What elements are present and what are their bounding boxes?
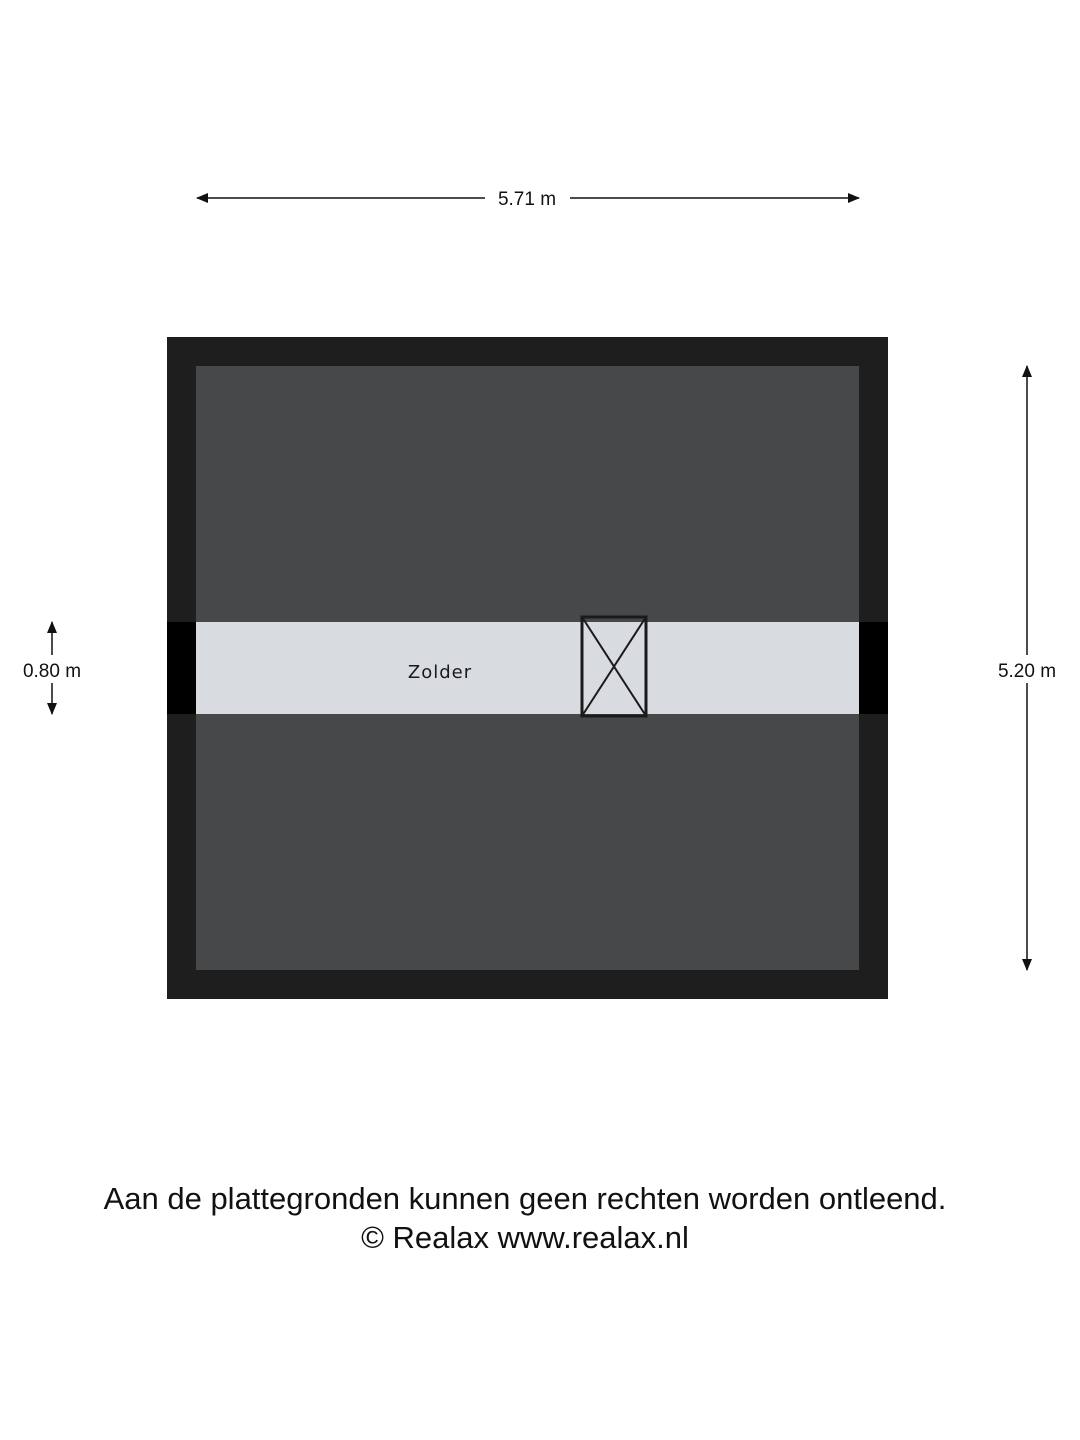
wall-opening-left (167, 622, 196, 714)
width-dimension (197, 189, 859, 210)
room-label-zolder: Zolder (407, 662, 473, 683)
corridor-dimension (23, 622, 81, 714)
sloped-roof-area-top (196, 366, 859, 622)
corridor-dimension-label: 0.80 m (22, 661, 82, 682)
disclaimer-text: Aan de plattegronden kunnen geen rechten worden ontleend. (103, 1181, 947, 1216)
height-dimension (998, 366, 1056, 970)
width-dimension-label: 5.71 m (497, 189, 557, 210)
zolder-floor (196, 622, 859, 714)
height-dimension-label: 5.20 m (997, 661, 1057, 682)
sloped-roof-area-bottom (196, 714, 859, 970)
copyright-text: © Realax www.realax.nl (361, 1220, 689, 1255)
wall-opening-right (859, 622, 888, 714)
